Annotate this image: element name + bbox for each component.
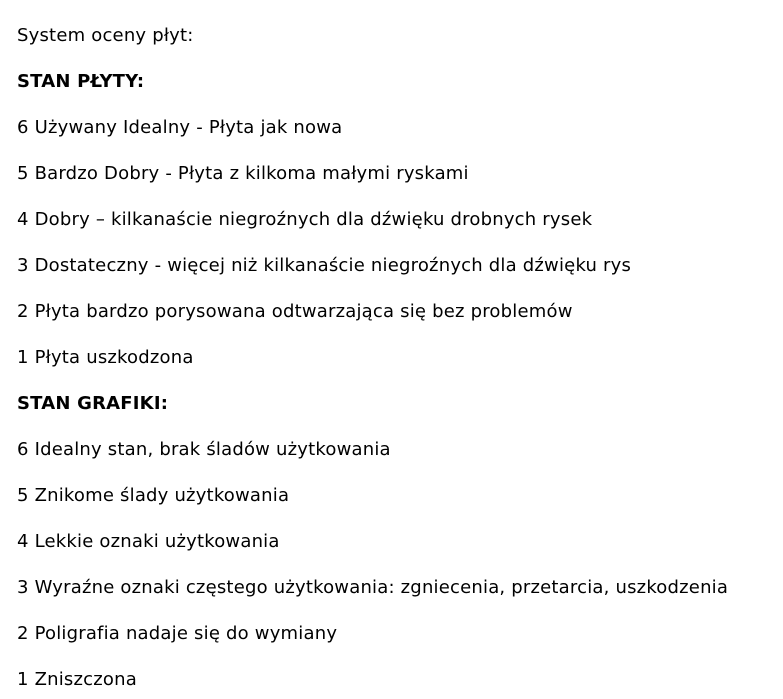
grafika-rating-line-5: 5 Znikome ślady użytkowania xyxy=(17,485,290,506)
grafika-rating-line-1: 1 Zniszczona xyxy=(17,669,137,690)
section-heading-stan-grafiki: STAN GRAFIKI: xyxy=(17,393,169,414)
plyta-rating-line-4: 4 Dobry – kilkanaście niegroźnych dla dźwięku drobnych rysek xyxy=(17,209,593,230)
grafika-rating-line-6: 6 Idealny stan, brak śladów użytkowania xyxy=(17,439,391,460)
grafika-rating-line-2: 2 Poligrafia nadaje się do wymiany xyxy=(17,623,338,644)
plyta-rating-line-6: 6 Używany Idealny - Płyta jak nowa xyxy=(17,117,343,138)
rating-system-document xyxy=(17,24,773,692)
document-intro: System oceny płyt: xyxy=(17,25,194,46)
grafika-rating-line-3: 3 Wyraźne oznaki częstego użytkowania: zgniecenia, przetarcia, uszkodzenia xyxy=(17,577,729,598)
grafika-rating-line-4: 4 Lekkie oznaki użytkowania xyxy=(17,531,280,552)
plyta-rating-line-2: 2 Płyta bardzo porysowana odtwarzająca się bez problemów xyxy=(17,301,573,322)
plyta-rating-line-3: 3 Dostateczny - więcej niż kilkanaście niegroźnych dla dźwięku rys xyxy=(17,255,632,276)
plyta-rating-line-1: 1 Płyta uszkodzona xyxy=(17,347,194,368)
plyta-rating-line-5: 5 Bardzo Dobry - Płyta z kilkoma małymi ryskami xyxy=(17,163,469,184)
section-heading-stan-plyty: STAN PŁYTY: xyxy=(17,71,145,92)
